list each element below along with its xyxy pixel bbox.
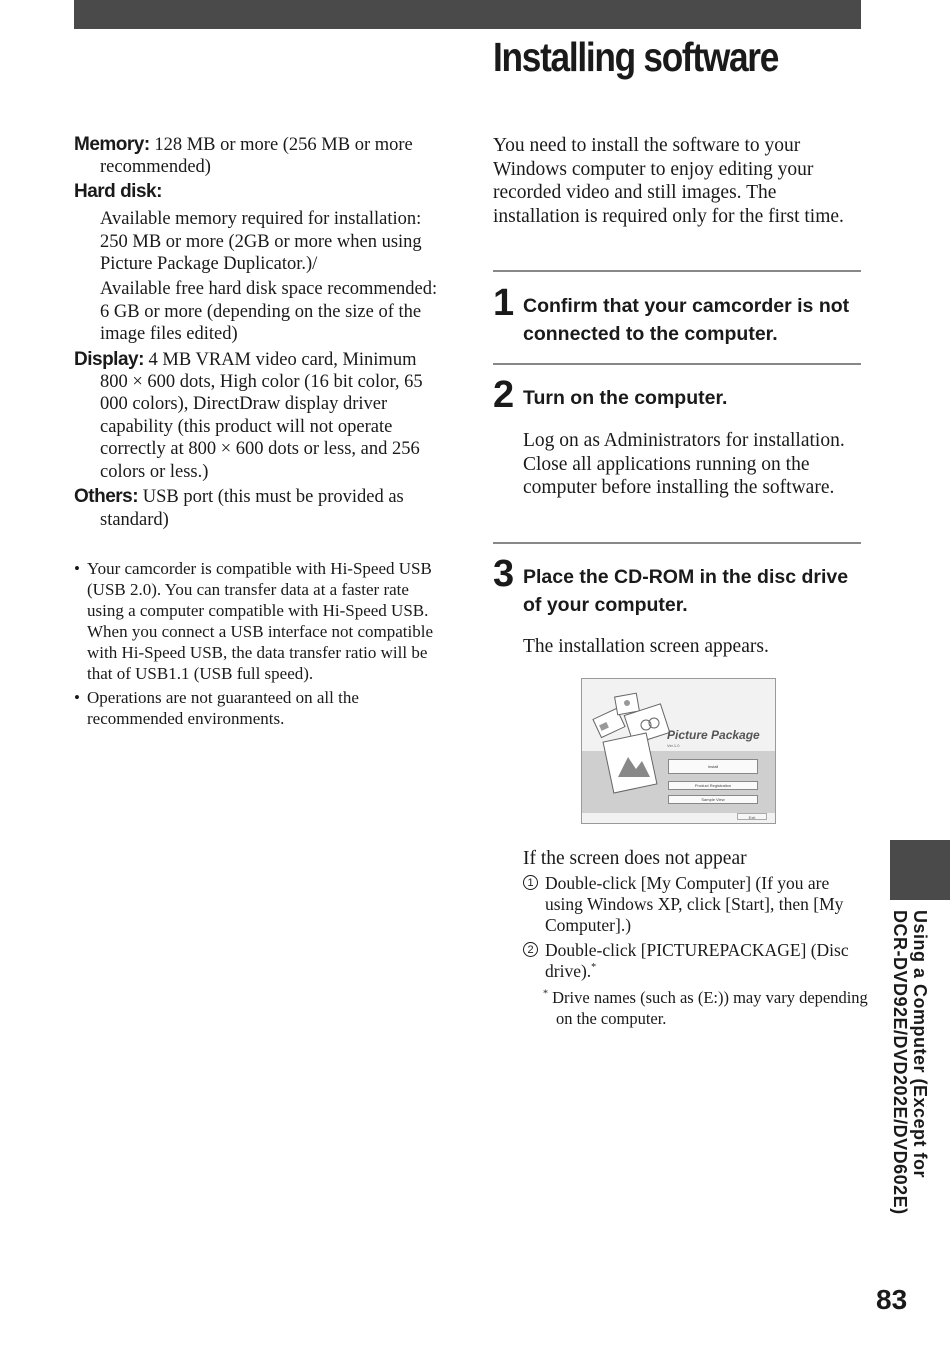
footnote-ref: *	[591, 962, 597, 974]
spec-display	[74, 349, 446, 483]
spec-value: 128 MB or more (256 MB or more recommended)	[100, 135, 413, 178]
section-tab	[890, 840, 950, 900]
footnote-text: Drive names (such as (E:)) may vary depending on the computer.	[552, 988, 868, 1028]
product-registration-button: Product Registration	[668, 781, 758, 790]
spec-label: Memory:	[74, 134, 150, 155]
spec-hard-disk-line: Available memory required for installation: 250 MB or more (2GB or more when using Picture Package Duplicator.)/	[100, 209, 422, 275]
troubleshoot-text: Double-click [PICTUREPACKAGE] (Disc drive).	[545, 940, 849, 981]
step-number: 2	[493, 374, 515, 416]
divider	[493, 363, 861, 365]
spec-value: 4 MB VRAM video card, Minimum 800 × 600 dots, High color (16 bit color, 65 000 colors), DirectDraw display driver capability (this product will not operate correctly at 800 × 600 dots or less, and 256 colors or less.)	[100, 349, 423, 482]
photo-collage-icon	[590, 687, 670, 797]
spec-hard-disk-line: Available free hard disk space recommended: 6 GB or more (depending on the size of the image files edited)	[100, 279, 438, 345]
intro-paragraph: You need to install the software to your Windows computer to enjoy editing your recorded video and still images. The installation is required only for the first time.	[493, 135, 844, 227]
step-number: 3	[493, 553, 515, 595]
section-tab-label	[890, 910, 950, 1215]
version-label: Ver.1.0	[667, 743, 680, 748]
divider	[493, 270, 861, 272]
page-title: Installing software	[493, 34, 779, 80]
footnote	[543, 987, 876, 1029]
sample-view-button: Sample View	[668, 795, 758, 804]
section-tab-text: Using a Computer (Except for DCR-DVD92E/DVD202E/DVD602E)	[890, 910, 930, 1215]
troubleshoot-item	[523, 940, 863, 982]
exit-button: Exit	[737, 813, 767, 820]
header-bar	[74, 0, 861, 29]
notes-list	[74, 558, 446, 732]
step-body: The installation screen appears.	[523, 636, 769, 657]
circled-number: 2	[523, 942, 538, 957]
step-title: Place the CD-ROM in the disc drive of your computer.	[523, 566, 849, 616]
note-item: • Your camcorder is compatible with Hi-Speed USB (USB 2.0). You can transfer data at a faster rate using a computer compatible with Hi-Speed USB. When you connect a USB interface not compatible with Hi-Speed USB, the data transfer ratio will be that of USB1.1 (USB full speed).	[74, 558, 446, 684]
step-title: Confirm that your camcorder is not connected to the computer.	[523, 295, 850, 345]
troubleshoot-item	[523, 873, 863, 936]
install-button: Install	[668, 759, 758, 774]
note-item: • Operations are not guaranteed on all the recommended environments.	[74, 687, 446, 729]
troubleshoot-text: Double-click [My Computer] (If you are using Windows XP, click [Start], then [My Computer].)	[545, 873, 844, 935]
spec-memory	[74, 134, 446, 179]
footnote-mark: *	[543, 988, 548, 1000]
picture-package-logo: Picture Package	[667, 728, 760, 742]
spec-label: Hard disk:	[74, 180, 162, 202]
troubleshoot-list	[523, 873, 863, 986]
installation-screenshot	[581, 678, 776, 824]
spec-hard-disk	[74, 181, 446, 203]
spec-value: USB port (this must be provided as standard)	[100, 487, 404, 530]
circled-number: 1	[523, 875, 538, 890]
step-body: Log on as Administrators for installation. Close all applications running on the computer before installing the software.	[523, 430, 845, 499]
spec-others	[74, 486, 446, 531]
spec-label: Display:	[74, 348, 144, 370]
requirements-section	[74, 134, 446, 531]
divider	[493, 542, 861, 544]
troubleshoot-heading: If the screen does not appear	[523, 848, 747, 869]
step-title: Turn on the computer.	[523, 387, 728, 409]
step-number: 1	[493, 282, 515, 324]
page-number: 83	[876, 1284, 908, 1315]
spec-label: Others:	[74, 486, 139, 508]
